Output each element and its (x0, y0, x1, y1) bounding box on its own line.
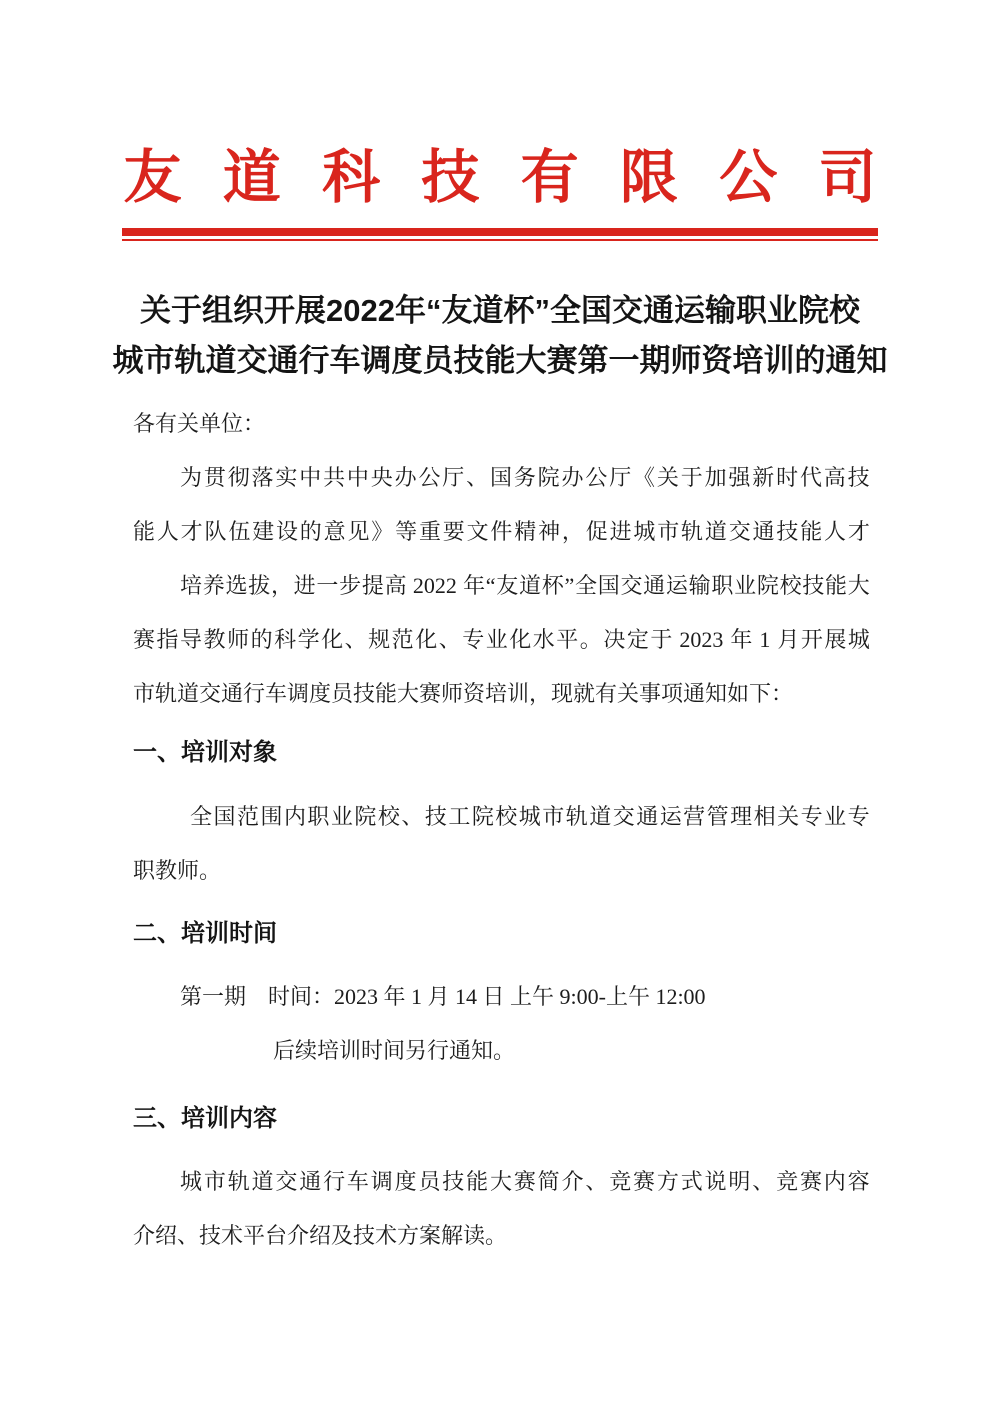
red-divider-thin-line (122, 239, 878, 241)
body-line: 城 市 轨 道 交 通 行 车 调 度 员 技 能 大 赛 简 介 、 竞 赛 方 式 说 明 、 竞 赛 内 容 (180, 1169, 870, 1194)
company-letterhead: 友 道 科 技 有 限 公 司 (123, 145, 877, 210)
body-line: 介绍、技术平台介绍及技术方案解读。 (133, 1223, 508, 1248)
document-title (0, 286, 1000, 386)
intro-line: 市轨道交通行车调度员技能大赛师资培训，现就有关事项通知如下： (133, 681, 794, 706)
document-title-line-1: 关于组织开展2022年“友道杯”全国交通运输职业院校 (140, 293, 860, 328)
intro-line: 为 贯 彻 落 实 中 共 中 央 办 公 厅 、 国 务 院 办 公 厅 《 关 于 加 强 新 时 代 高 技 (180, 465, 870, 490)
section-heading-training-content: 三、培训内容 (133, 1105, 277, 1132)
document-body (133, 397, 870, 1263)
training-followup-line: 后续培训时间另行通知。 (273, 1038, 516, 1063)
salutation-line: 各有关单位： (133, 411, 266, 436)
intro-paragraph (133, 451, 870, 721)
section-training-content (133, 1155, 870, 1263)
section-training-target (133, 790, 870, 898)
training-session-line: 第一期 时间：2023 年 1 月 14 日 上午 9:00-上午 12:00 (180, 984, 706, 1009)
red-divider-rule (122, 228, 878, 241)
intro-line: 培 养 选 拔 ， 进 一 步 提 高 2022 年 “ 友 道 杯 ” 全 国 交 通 运 输 职 业 院 校 技 能 大 (180, 573, 870, 598)
body-line: 全 国 范 围 内 职 业 院 校 、 技 工 院 校 城 市 轨 道 交 通 运 营 管 理 相 关 专 业 专 (190, 804, 870, 829)
section-training-time (133, 970, 870, 1078)
body-line: 职教师。 (133, 858, 222, 883)
section-heading-training-time: 二、培训时间 (133, 920, 277, 947)
red-divider-thick-line (122, 228, 878, 236)
section-heading-training-target: 一、培训对象 (133, 739, 277, 766)
document-title-line-2: 城市轨道交通行车调度员技能大赛第一期师资培训的通知 (112, 343, 888, 378)
intro-line: 赛 指 导 教 师 的 科 学 化 、 规 范 化 、 专 业 化 水 平 。 决 定 于 2023 年 1 月 开 展 城 (133, 627, 870, 652)
intro-line: 能 人 才 队 伍 建 设 的 意 见 》 等 重 要 文 件 精 神 ， 促 进 城 市 轨 道 交 通 技 能 人 才 (133, 519, 870, 544)
